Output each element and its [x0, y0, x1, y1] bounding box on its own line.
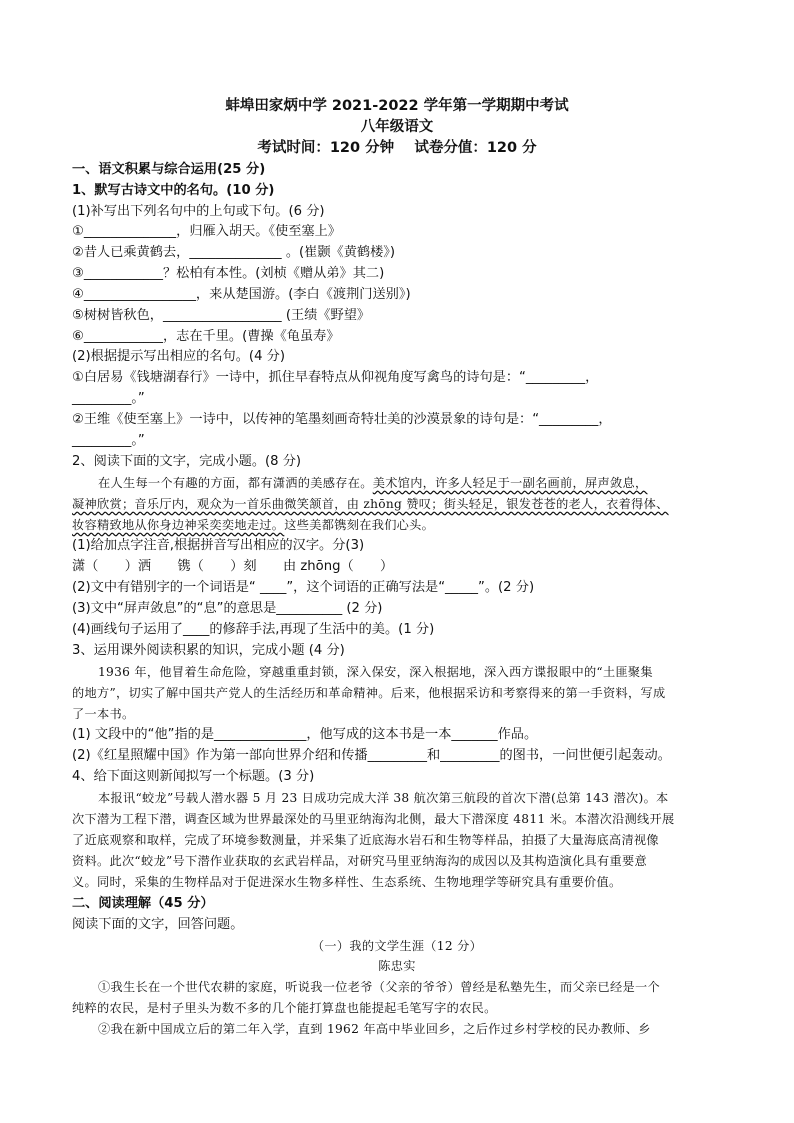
q2-sub1: (1)给加点字注音,根据拼音写出相应的汉字。分(3) [72, 538, 365, 553]
section1-heading: 一、语文积累与综合运用(25 分) [72, 162, 266, 177]
q1-line5: ⑤树树皆秋色，__________________ (王绩《野望》 [72, 308, 371, 323]
q3-passage-line1: 1936 年，他冒着生命危险，穿越重重封锁，深入保安，深入根据地，深入西方谍报眼中的“土匪聚集 [98, 665, 653, 679]
q2-heading: 2、阅读下面的文字，完成小题。(8 分) [72, 454, 302, 469]
q2-passage-underlined: 妆容精致地从你身边神采奕奕地走过。 [72, 518, 285, 532]
q2-passage-underlined: 美术馆内，许多人轻足于一副名画前，屏声敛息， [372, 476, 648, 490]
article-author: 陈忠实 [378, 959, 416, 973]
q2-passage-plain: 这些美都镌刻在我们心头。 [284, 518, 435, 532]
section2-heading: 二、阅读理解（45 分） [72, 896, 214, 911]
q4-news-line2: 次下潜为工程下潜，调查区域为世界最深处的马里亚纳海沟北侧，最大下潜深度 4811 米。本潜次沿测线开展 [72, 812, 675, 826]
q2-sub2: (2)文中有错别字的一个词语是“ ____”，这个词语的正确写法是“_____”。(2 分) [72, 580, 535, 595]
q2-passage-underlined: 凝神欣赏；音乐厅内，观众为一首乐曲微笑颔首，由 zhōng 赞叹；街头轻足，银发苍苍的老人，衣着得体、 [72, 497, 669, 511]
q1-line3: ③____________？松柏有本性。(刘桢《赠从弟》其二) [72, 266, 385, 281]
q2-passage-line2 [72, 494, 732, 514]
q4-heading: 4、给下面这则新闻拟写一个标题。(3 分) [72, 769, 315, 784]
q2-sub4: (4)画线句子运用了____的修辞手法,再现了生活中的美。(1 分) [72, 622, 435, 637]
q1-sub2: (2)根据提示写出相应的名句。(4 分) [72, 349, 285, 364]
q1-line7a: ①白居易《钱塘湖春行》一诗中，抓住早春特点从仰视角度写禽鸟的诗句是：“_________， [72, 370, 599, 385]
q4-news-line5: 义。同时，采集的生物样品对于促进深水生物多样性、生态系统、生物地理学等研究具有重要价值。 [72, 875, 622, 889]
q1-heading: 1、默写古诗文中的名句。(10 分) [72, 183, 275, 198]
exam-title: 蚌埠田家炳中学 2021-2022 学年第一学期期中考试 [225, 98, 569, 114]
q2-passage-line3 [72, 515, 732, 535]
q1-line2: ②昔人已乘黄鹤去，______________ 。(崔颢《黄鹤楼》) [72, 245, 396, 260]
q2-sub1-blanks: 潇（ ）洒 镌（ ）刻 由 zhōng（ ） [72, 559, 394, 574]
exam-meta: 考试时间：120 分钟 试卷分值：120 分 [257, 140, 537, 156]
q2-passage-plain: 在人生每一个有趣的方面，都有潇洒的美感存在。 [98, 476, 373, 490]
q3-sub1: (1) 文段中的“他”指的是______________，他写成的这本书是一本_______作品。 [72, 727, 538, 742]
article-para1-line2: 纯粹的农民，是村子里头为数不多的几个能打算盘也能提起毛笔写字的农民。 [72, 1001, 497, 1015]
q3-heading: 3、运用课外阅读积累的知识，完成小题 (4 分) [72, 643, 345, 658]
q1-line6: ⑥____________，志在千里。(曹操《龟虽寿》 [72, 329, 340, 344]
q1-line1: ①______________，归雁入胡天。《使至塞上》 [72, 224, 341, 239]
q3-sub2: (2)《红星照耀中国》作为第一部向世界介绍和传播_________和_________的图书，一问世便引起轰动。 [72, 748, 671, 763]
q1-line8a: ②王维《使至塞上》一诗中，以传神的笔墨刻画奇特壮美的沙漠景象的诗句是：“_________， [72, 412, 612, 427]
q1-line8b: _________。” [72, 433, 145, 448]
exam-subject: 八年级语文 [360, 119, 434, 135]
q4-news-line3: 了近底观察和取样，完成了环境参数测量，并采集了近底海水岩石和生物等样品，拍摄了大量海底高清视像 [72, 833, 659, 847]
article-title: （一）我的文学生涯（12 分） [311, 939, 483, 953]
q1-sub1: (1)补写出下列名句中的上句或下句。(6 分) [72, 204, 325, 219]
q4-news-line4: 资料。此次“蛟龙”号下潜作业获取的玄武岩样品，对研究马里亚纳海沟的成因以及其构造演化具有重要意 [72, 854, 647, 868]
q1-line7b: _________。” [72, 391, 145, 406]
q1-line4: ④_________________，来从楚国游。(李白《渡荆门送别》) [72, 287, 411, 302]
article-para2-line1: ②我在新中国成立后的第二年入学，直到 1962 年高中毕业回乡，之后作过乡村学校的民办教师、乡 [98, 1022, 651, 1036]
q3-passage-line3: 了一本书。 [72, 707, 135, 721]
q4-news-line1: 本报讯“蛟龙”号载人潜水器 5 月 23 日成功完成大洋 38 航次第三航段的首次下潜(总第 143 潜次)。本 [98, 791, 669, 805]
section2-intro: 阅读下面的文字，回答问题。 [72, 917, 244, 932]
article-para1-line1: ①我生长在一个世代农耕的家庭，听说我一位老爷（父亲的爷爷）曾经是私塾先生，而父亲已经是一个 [98, 980, 660, 994]
q2-passage-line1 [72, 473, 732, 493]
q3-passage-line2: 的地方”，切实了解中国共产党人的生活经历和革命精神。后来，他根据采访和考察得来的第一手资料，写成 [72, 686, 666, 700]
q2-sub3: (3)文中“屏声敛息”的“息”的意思是__________ (2 分) [72, 601, 383, 616]
